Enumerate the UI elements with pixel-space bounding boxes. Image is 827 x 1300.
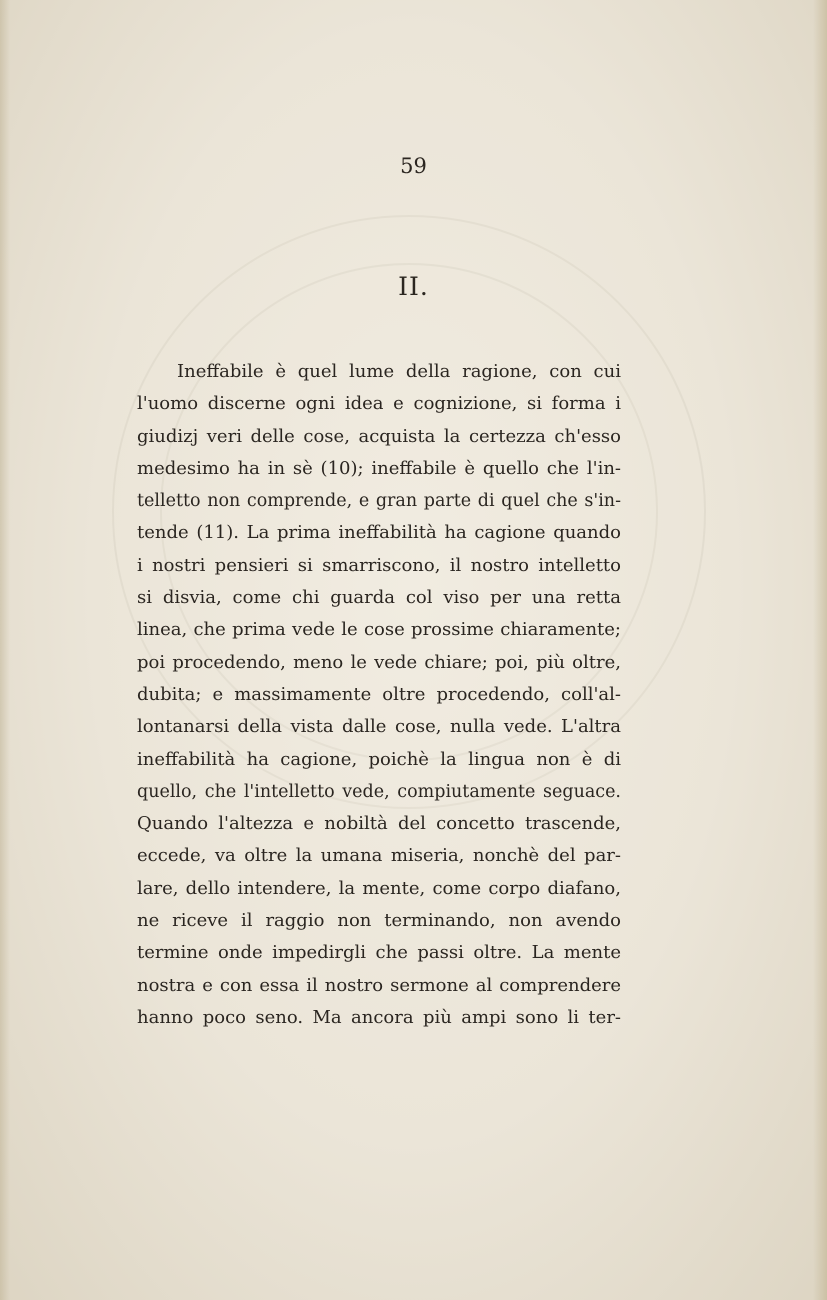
text-line: i nostri pensieri si smarriscono, il nostro intelletto [137,554,621,576]
page-edge-right [813,0,827,1300]
text-line: nostra e con essa il nostro sermone al comprendere [137,974,621,996]
body-paragraph [137,356,621,1034]
page-edge-left [0,0,10,1300]
page-number: 59 [400,154,427,178]
text-line: termine onde impedirgli che passi oltre. La mente [137,942,621,964]
text-line: l'uomo discerne ogni idea e cognizione, si forma i [137,393,621,415]
text-line: hanno poco seno. Ma ancora più ampi sono li ter- [137,1006,621,1028]
text-line: linea, che prima vede le cose prossime chiaramente; [137,619,621,641]
text-line: Ineffabile è quel lume della ragione, con cui [177,361,621,382]
text-line: tende (11). La prima ineffabilità ha cagione quando [137,522,621,544]
text-line: giudizj veri delle cose, acquista la certezza ch'esso [137,425,621,447]
text-line: Quando l'altezza e nobiltà del concetto trascende, [137,813,621,835]
text-line: dubita; e massimamente oltre procedendo, coll'al- [137,683,621,705]
text-line: quello, che l'intelletto vede, compiutamente seguace. [137,781,621,802]
text-line: ineffabilità ha cagione, poichè la lingua non è di [137,748,621,770]
chapter-heading: II. [398,272,429,301]
text-line: eccede, va oltre la umana miseria, nonchè del par- [137,845,621,867]
text-line: telletto non comprende, e gran parte di quel che s'in- [137,491,621,512]
text-line: poi procedendo, meno le vede chiare; poi, più oltre, [137,651,621,673]
text-line: si disvia, come chi guarda col viso per una retta [137,587,621,609]
text-line: medesimo ha in sè (10); ineffabile è quello che l'in- [137,457,621,479]
text-line: ne riceve il raggio non terminando, non avendo [137,910,621,932]
text-line: lare, dello intendere, la mente, come corpo diafano, [137,877,621,899]
text-line: lontanarsi della vista dalle cose, nulla vede. L'altra [137,716,621,738]
